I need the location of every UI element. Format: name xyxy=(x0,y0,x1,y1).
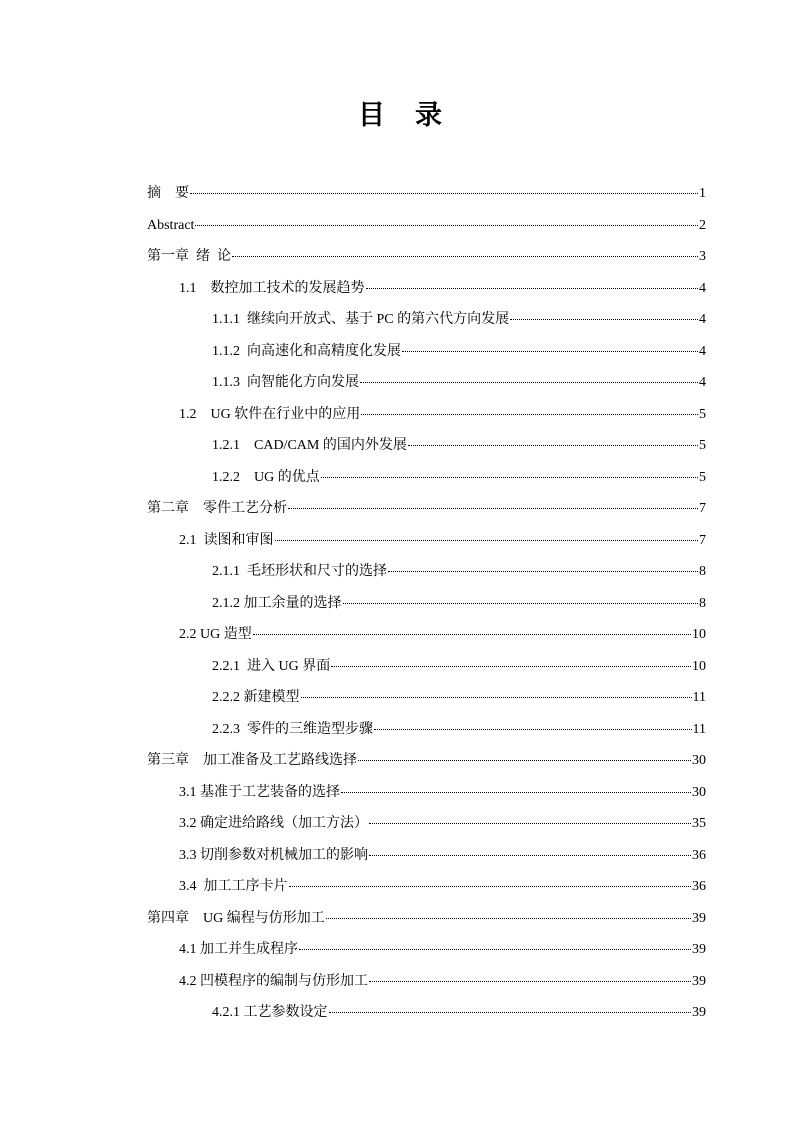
toc-dot-leader xyxy=(232,254,698,257)
toc-dot-leader xyxy=(195,223,698,226)
toc-entry-label: 3.3 切削参数对机械加工的影响 xyxy=(179,847,368,863)
toc-entry[interactable] xyxy=(147,336,706,368)
toc-entry-page-number: 30 xyxy=(692,753,706,768)
toc-entry-page-number: 4 xyxy=(699,312,706,327)
toc-entry-page-number: 3 xyxy=(699,249,706,264)
toc-entry-label: 4.1 加工并生成程序 xyxy=(179,942,298,957)
toc-entry-page-number: 39 xyxy=(692,973,706,989)
toc-dot-leader xyxy=(361,412,698,415)
toc-entry-page-number: 7 xyxy=(699,501,706,516)
toc-entry-label: 2.2.3 零件的三维造型步骤 xyxy=(212,721,373,737)
toc-dot-leader xyxy=(343,601,699,604)
toc-entry[interactable] xyxy=(147,777,706,809)
toc-entry-label: 1.1.1 继续向开放式、基于 PC 的第六代方向发展 xyxy=(212,312,510,327)
title-char-1: 目 xyxy=(358,100,385,131)
toc-entry-label: 3.1 基准于工艺装备的选择 xyxy=(179,784,340,800)
toc-entry[interactable] xyxy=(147,525,706,557)
toc-entry[interactable] xyxy=(147,462,706,494)
toc-entry-label: 第四章 UG 编程与仿形加工 xyxy=(147,910,325,926)
toc-dot-leader xyxy=(253,632,691,635)
toc-entry[interactable] xyxy=(147,556,706,588)
toc-dot-leader xyxy=(358,758,691,761)
toc-entry-page-number: 5 xyxy=(699,406,706,422)
toc-entry-label: 1.1 数控加工技术的发展趋势 xyxy=(179,280,365,296)
toc-entry-page-number: 5 xyxy=(699,469,706,485)
toc-entry-label: 3.2 确定进给路线（加工方法） xyxy=(179,816,368,831)
toc-entry-label: 1.1.2 向高速化和高精度化发展 xyxy=(212,343,401,359)
toc-entry-label: Abstract xyxy=(147,217,195,233)
toc-entry[interactable] xyxy=(147,210,706,242)
toc-entry[interactable] xyxy=(147,903,706,935)
toc-entry[interactable] xyxy=(147,745,706,777)
toc-entry[interactable] xyxy=(147,808,706,840)
toc-entry-page-number: 8 xyxy=(699,595,706,611)
toc-dot-leader xyxy=(408,443,698,446)
toc-entry-page-number: 39 xyxy=(692,942,706,957)
toc-entry-page-number: 30 xyxy=(692,784,706,800)
toc-entry[interactable] xyxy=(147,304,706,336)
toc-entry[interactable] xyxy=(147,430,706,462)
toc-entry-page-number: 4 xyxy=(699,280,706,296)
toc-dot-leader xyxy=(329,1010,692,1013)
toc-entry-page-number: 7 xyxy=(699,532,706,548)
toc-entry-label: 2.1.2 加工余量的选择 xyxy=(212,595,342,611)
toc-entry-page-number: 11 xyxy=(692,690,706,705)
toc-entry-page-number: 10 xyxy=(692,627,706,642)
toc-entry-label: 第三章 加工准备及工艺路线选择 xyxy=(147,753,357,768)
toc-entry-label: 第二章 零件工艺分析 xyxy=(147,501,287,516)
toc-dot-leader xyxy=(288,506,698,509)
toc-entry[interactable] xyxy=(147,399,706,431)
page-title xyxy=(0,96,800,136)
toc-dot-leader xyxy=(366,286,699,289)
toc-entry[interactable] xyxy=(147,178,706,210)
toc-dot-leader xyxy=(326,916,691,919)
toc-dot-leader xyxy=(360,380,698,383)
toc-entry-page-number: 35 xyxy=(692,816,706,831)
toc-entry-page-number: 36 xyxy=(692,847,706,863)
toc-entry-label: 1.2.1 CAD/CAM 的国内外发展 xyxy=(212,438,407,453)
toc-entry-page-number: 10 xyxy=(692,658,706,674)
toc-entry[interactable] xyxy=(147,367,706,399)
toc-entry[interactable] xyxy=(147,588,706,620)
toc-entry-label: 4.2 凹模程序的编制与仿形加工 xyxy=(179,973,368,989)
toc-dot-leader xyxy=(388,569,698,572)
toc-dot-leader xyxy=(402,349,698,352)
toc-entry-page-number: 11 xyxy=(692,721,706,737)
table-of-contents xyxy=(147,178,706,1029)
toc-entry-page-number: 1 xyxy=(699,186,706,201)
toc-entry-label: 3.4 加工工序卡片 xyxy=(179,879,288,894)
toc-entry-label: 4.2.1 工艺参数设定 xyxy=(212,1005,328,1020)
toc-dot-leader xyxy=(190,191,698,194)
toc-entry-label: 2.2.2 新建模型 xyxy=(212,690,300,705)
toc-entry-label: 第一章 绪 论 xyxy=(147,249,231,264)
toc-entry[interactable] xyxy=(147,871,706,903)
toc-entry-page-number: 8 xyxy=(699,564,706,579)
toc-entry-page-number: 2 xyxy=(699,217,706,233)
toc-entry-page-number: 39 xyxy=(692,1005,706,1020)
title-char-2: 录 xyxy=(415,100,442,131)
toc-entry[interactable] xyxy=(147,241,706,273)
toc-dot-leader xyxy=(321,475,698,478)
toc-entry-label: 1.2 UG 软件在行业中的应用 xyxy=(179,406,361,422)
toc-dot-leader xyxy=(369,853,691,856)
toc-entry[interactable] xyxy=(147,273,706,305)
toc-entry-page-number: 4 xyxy=(699,343,706,359)
toc-dot-leader xyxy=(289,884,692,887)
toc-dot-leader xyxy=(299,947,691,950)
toc-entry[interactable] xyxy=(147,493,706,525)
toc-entry-label: 1.1.3 向智能化方向发展 xyxy=(212,375,359,390)
toc-entry[interactable] xyxy=(147,840,706,872)
toc-entry[interactable] xyxy=(147,966,706,998)
toc-entry-label: 摘 要 xyxy=(147,186,189,201)
toc-dot-leader xyxy=(510,317,698,320)
toc-dot-leader xyxy=(341,790,691,793)
toc-entry[interactable] xyxy=(147,682,706,714)
toc-entry-label: 2.1.1 毛坯形状和尺寸的选择 xyxy=(212,564,387,579)
toc-entry-label: 2.1 读图和审图 xyxy=(179,532,274,548)
toc-entry-page-number: 4 xyxy=(699,375,706,390)
toc-entry[interactable] xyxy=(147,997,706,1029)
toc-dot-leader xyxy=(369,979,691,982)
toc-entry[interactable] xyxy=(147,934,706,966)
toc-dot-leader xyxy=(275,538,699,541)
toc-entry-label: 1.2.2 UG 的优点 xyxy=(212,469,320,485)
toc-dot-leader xyxy=(369,821,691,824)
toc-dot-leader xyxy=(331,664,691,667)
toc-entry-page-number: 5 xyxy=(699,438,706,453)
toc-entry-page-number: 39 xyxy=(692,910,706,926)
toc-entry[interactable] xyxy=(147,619,706,651)
toc-entry[interactable] xyxy=(147,714,706,746)
toc-entry[interactable] xyxy=(147,651,706,683)
toc-entry-label: 2.2 UG 造型 xyxy=(179,627,252,642)
toc-entry-label: 2.2.1 进入 UG 界面 xyxy=(212,658,331,674)
toc-dot-leader xyxy=(301,695,692,698)
toc-entry-page-number: 36 xyxy=(692,879,706,894)
toc-dot-leader xyxy=(374,727,692,730)
